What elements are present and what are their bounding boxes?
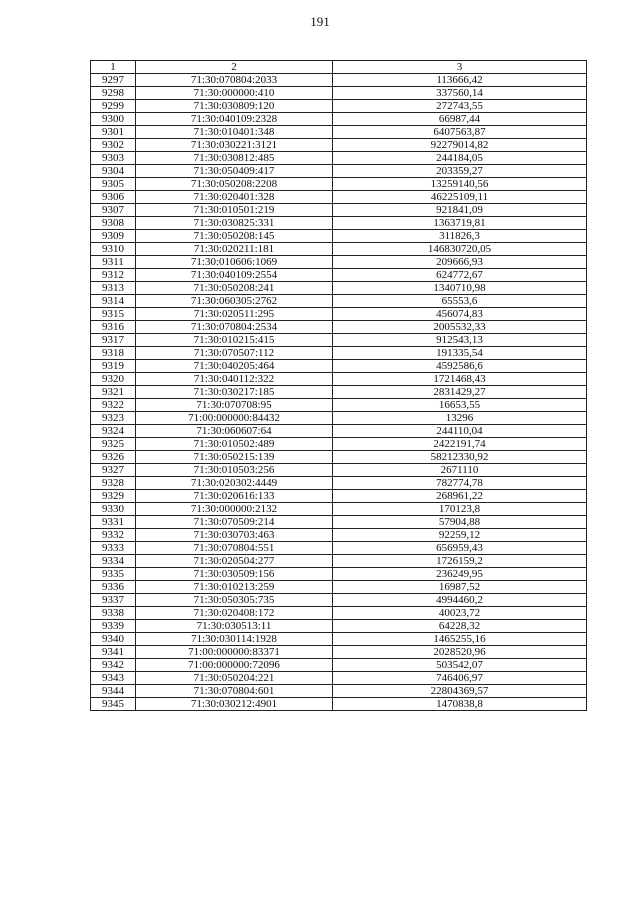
table-row <box>91 373 587 386</box>
cadastral-number-cell: 71:30:000000:410 <box>136 87 333 100</box>
value-cell: 337560,14 <box>333 87 587 100</box>
table-row <box>91 308 587 321</box>
value-cell: 66987,44 <box>333 113 587 126</box>
row-number-cell: 9333 <box>91 542 136 555</box>
value-cell: 503542,07 <box>333 659 587 672</box>
cadastral-number-cell: 71:30:010213:259 <box>136 581 333 594</box>
row-number-cell: 9336 <box>91 581 136 594</box>
cadastral-number-cell: 71:00:000000:72096 <box>136 659 333 672</box>
value-cell: 113666,42 <box>333 74 587 87</box>
row-number-cell: 9324 <box>91 425 136 438</box>
value-cell: 912543,13 <box>333 334 587 347</box>
value-cell: 782774,78 <box>333 477 587 490</box>
table-header-row <box>91 61 587 74</box>
value-cell: 1726159,2 <box>333 555 587 568</box>
table-row <box>91 165 587 178</box>
table-row <box>91 594 587 607</box>
row-number-cell: 9343 <box>91 672 136 685</box>
value-cell: 203359,27 <box>333 165 587 178</box>
row-number-cell: 9335 <box>91 568 136 581</box>
row-number-cell: 9323 <box>91 412 136 425</box>
cadastral-number-cell: 71:00:000000:83371 <box>136 646 333 659</box>
cadastral-number-cell: 71:30:070507:112 <box>136 347 333 360</box>
table-row <box>91 464 587 477</box>
table-row <box>91 152 587 165</box>
row-number-cell: 9301 <box>91 126 136 139</box>
table-row <box>91 685 587 698</box>
table-row <box>91 490 587 503</box>
row-number-cell: 9345 <box>91 698 136 711</box>
table-row <box>91 100 587 113</box>
cadastral-number-cell: 71:30:040109:2328 <box>136 113 333 126</box>
cadastral-number-cell: 71:30:030825:331 <box>136 217 333 230</box>
cadastral-number-cell: 71:30:030513:11 <box>136 620 333 633</box>
column-header-3: 3 <box>333 61 587 74</box>
cadastral-number-cell: 71:30:070804:2534 <box>136 321 333 334</box>
cadastral-number-cell: 71:30:060607:64 <box>136 425 333 438</box>
value-cell: 2005532,33 <box>333 321 587 334</box>
cadastral-number-cell: 71:30:040112:322 <box>136 373 333 386</box>
table-body <box>91 74 587 711</box>
cadastral-number-cell: 71:30:010502:489 <box>136 438 333 451</box>
value-cell: 57904,88 <box>333 516 587 529</box>
value-cell: 22804369,57 <box>333 685 587 698</box>
row-number-cell: 9309 <box>91 230 136 243</box>
table-row <box>91 139 587 152</box>
value-cell: 244110,04 <box>333 425 587 438</box>
cadastral-number-cell: 71:30:020401:328 <box>136 191 333 204</box>
value-cell: 209666,93 <box>333 256 587 269</box>
cadastral-number-cell: 71:30:040109:2554 <box>136 269 333 282</box>
table-row <box>91 74 587 87</box>
table-row <box>91 334 587 347</box>
table-row <box>91 672 587 685</box>
value-cell: 456074,83 <box>333 308 587 321</box>
row-number-cell: 9329 <box>91 490 136 503</box>
row-number-cell: 9310 <box>91 243 136 256</box>
row-number-cell: 9339 <box>91 620 136 633</box>
value-cell: 6407563,87 <box>333 126 587 139</box>
cadastral-number-cell: 71:30:010606:1069 <box>136 256 333 269</box>
row-number-cell: 9338 <box>91 607 136 620</box>
row-number-cell: 9331 <box>91 516 136 529</box>
cadastral-number-cell: 71:30:070509:214 <box>136 516 333 529</box>
table-row <box>91 126 587 139</box>
cadastral-number-cell: 71:30:020302:4449 <box>136 477 333 490</box>
row-number-cell: 9297 <box>91 74 136 87</box>
cadastral-number-cell: 71:30:010215:415 <box>136 334 333 347</box>
value-cell: 1465255,16 <box>333 633 587 646</box>
table-row <box>91 204 587 217</box>
table-row <box>91 542 587 555</box>
cadastral-number-cell: 71:30:020511:295 <box>136 308 333 321</box>
row-number-cell: 9316 <box>91 321 136 334</box>
table-row <box>91 243 587 256</box>
column-header-2: 2 <box>136 61 333 74</box>
cadastral-number-cell: 71:30:010501:219 <box>136 204 333 217</box>
table-row <box>91 698 587 711</box>
cadastral-number-cell: 71:30:030509:156 <box>136 568 333 581</box>
table-row <box>91 321 587 334</box>
table-row <box>91 386 587 399</box>
value-cell: 16987,52 <box>333 581 587 594</box>
row-number-cell: 9305 <box>91 178 136 191</box>
row-number-cell: 9342 <box>91 659 136 672</box>
row-number-cell: 9303 <box>91 152 136 165</box>
table-row <box>91 568 587 581</box>
row-number-cell: 9321 <box>91 386 136 399</box>
cadastral-number-cell: 71:30:000000:2132 <box>136 503 333 516</box>
row-number-cell: 9334 <box>91 555 136 568</box>
page-number: 191 <box>310 14 330 29</box>
table-row <box>91 178 587 191</box>
value-cell: 1470838,8 <box>333 698 587 711</box>
table-row <box>91 477 587 490</box>
cadastral-number-cell: 71:30:020504:277 <box>136 555 333 568</box>
row-number-cell: 9315 <box>91 308 136 321</box>
table-row <box>91 113 587 126</box>
table-row <box>91 451 587 464</box>
value-cell: 2671110 <box>333 464 587 477</box>
table-row <box>91 347 587 360</box>
row-number-cell: 9306 <box>91 191 136 204</box>
value-cell: 191335,54 <box>333 347 587 360</box>
value-cell: 4994460,2 <box>333 594 587 607</box>
table-row <box>91 295 587 308</box>
table-row <box>91 87 587 100</box>
value-cell: 244184,05 <box>333 152 587 165</box>
cadastral-number-cell: 71:30:050204:221 <box>136 672 333 685</box>
value-cell: 311826,3 <box>333 230 587 243</box>
row-number-cell: 9319 <box>91 360 136 373</box>
table-row <box>91 516 587 529</box>
value-cell: 2831429,27 <box>333 386 587 399</box>
cadastral-number-cell: 71:30:020211:181 <box>136 243 333 256</box>
cadastral-number-cell: 71:30:050409:417 <box>136 165 333 178</box>
table-row <box>91 607 587 620</box>
row-number-cell: 9337 <box>91 594 136 607</box>
cadastral-number-cell: 71:30:030703:463 <box>136 529 333 542</box>
cadastral-number-cell: 71:30:050215:139 <box>136 451 333 464</box>
table-row <box>91 555 587 568</box>
value-cell: 58212330,92 <box>333 451 587 464</box>
row-number-cell: 9322 <box>91 399 136 412</box>
cadastral-number-cell: 71:30:050208:241 <box>136 282 333 295</box>
table-row <box>91 230 587 243</box>
row-number-cell: 9311 <box>91 256 136 269</box>
table-row <box>91 269 587 282</box>
cadastral-number-cell: 71:30:010401:348 <box>136 126 333 139</box>
row-number-cell: 9313 <box>91 282 136 295</box>
table-row <box>91 217 587 230</box>
row-number-cell: 9344 <box>91 685 136 698</box>
row-number-cell: 9320 <box>91 373 136 386</box>
cadastral-number-cell: 71:30:030217:185 <box>136 386 333 399</box>
row-number-cell: 9328 <box>91 477 136 490</box>
value-cell: 1340710,98 <box>333 282 587 295</box>
value-cell: 272743,55 <box>333 100 587 113</box>
table-row <box>91 438 587 451</box>
cadastral-number-cell: 71:30:030212:4901 <box>136 698 333 711</box>
cadastral-number-cell: 71:30:030221:3121 <box>136 139 333 152</box>
value-cell: 268961,22 <box>333 490 587 503</box>
value-cell: 4592586,6 <box>333 360 587 373</box>
table-row <box>91 412 587 425</box>
value-cell: 40023,72 <box>333 607 587 620</box>
value-cell: 13296 <box>333 412 587 425</box>
value-cell: 746406,97 <box>333 672 587 685</box>
table-row <box>91 646 587 659</box>
table-row <box>91 399 587 412</box>
table-row <box>91 659 587 672</box>
cadastral-number-cell: 71:30:030114:1928 <box>136 633 333 646</box>
cadastral-number-cell: 71:00:000000:84432 <box>136 412 333 425</box>
table-row <box>91 633 587 646</box>
row-number-cell: 9327 <box>91 464 136 477</box>
table-row <box>91 529 587 542</box>
row-number-cell: 9298 <box>91 87 136 100</box>
row-number-cell: 9318 <box>91 347 136 360</box>
value-cell: 13259140,56 <box>333 178 587 191</box>
row-number-cell: 9302 <box>91 139 136 152</box>
row-number-cell: 9340 <box>91 633 136 646</box>
cadastral-number-cell: 71:30:010503:256 <box>136 464 333 477</box>
table-row <box>91 581 587 594</box>
cadastral-number-cell: 71:30:050305:735 <box>136 594 333 607</box>
data-table <box>90 60 587 711</box>
cadastral-number-cell: 71:30:030812:485 <box>136 152 333 165</box>
value-cell: 656959,43 <box>333 542 587 555</box>
cadastral-number-cell: 71:30:070708:95 <box>136 399 333 412</box>
value-cell: 46225109,11 <box>333 191 587 204</box>
table-row <box>91 256 587 269</box>
value-cell: 1721468,43 <box>333 373 587 386</box>
row-number-cell: 9300 <box>91 113 136 126</box>
value-cell: 236249,95 <box>333 568 587 581</box>
table-row <box>91 620 587 633</box>
row-number-cell: 9325 <box>91 438 136 451</box>
row-number-cell: 9312 <box>91 269 136 282</box>
row-number-cell: 9326 <box>91 451 136 464</box>
cadastral-number-cell: 71:30:070804:601 <box>136 685 333 698</box>
row-number-cell: 9308 <box>91 217 136 230</box>
cadastral-number-cell: 71:30:050208:2208 <box>136 178 333 191</box>
table-row <box>91 360 587 373</box>
cadastral-number-cell: 71:30:060305:2762 <box>136 295 333 308</box>
table-row <box>91 425 587 438</box>
row-number-cell: 9307 <box>91 204 136 217</box>
value-cell: 146830720,05 <box>333 243 587 256</box>
cadastral-number-cell: 71:30:020408:172 <box>136 607 333 620</box>
column-header-1: 1 <box>91 61 136 74</box>
table-row <box>91 191 587 204</box>
value-cell: 2028520,96 <box>333 646 587 659</box>
cadastral-number-cell: 71:30:020616:133 <box>136 490 333 503</box>
value-cell: 64228,32 <box>333 620 587 633</box>
value-cell: 65553,6 <box>333 295 587 308</box>
value-cell: 1363719,81 <box>333 217 587 230</box>
row-number-cell: 9330 <box>91 503 136 516</box>
table-header <box>91 61 587 74</box>
row-number-cell: 9299 <box>91 100 136 113</box>
cadastral-number-cell: 71:30:030809:120 <box>136 100 333 113</box>
cadastral-number-cell: 71:30:040205:464 <box>136 360 333 373</box>
row-number-cell: 9332 <box>91 529 136 542</box>
row-number-cell: 9317 <box>91 334 136 347</box>
value-cell: 92259,12 <box>333 529 587 542</box>
value-cell: 921841,09 <box>333 204 587 217</box>
cadastral-number-cell: 71:30:050208:145 <box>136 230 333 243</box>
value-cell: 92279014,82 <box>333 139 587 152</box>
cadastral-number-cell: 71:30:070804:2033 <box>136 74 333 87</box>
cadastral-number-cell: 71:30:070804:551 <box>136 542 333 555</box>
row-number-cell: 9314 <box>91 295 136 308</box>
table-row <box>91 503 587 516</box>
value-cell: 170123,8 <box>333 503 587 516</box>
table-row <box>91 282 587 295</box>
value-cell: 16653,55 <box>333 399 587 412</box>
value-cell: 624772,67 <box>333 269 587 282</box>
row-number-cell: 9341 <box>91 646 136 659</box>
row-number-cell: 9304 <box>91 165 136 178</box>
value-cell: 2422191,74 <box>333 438 587 451</box>
